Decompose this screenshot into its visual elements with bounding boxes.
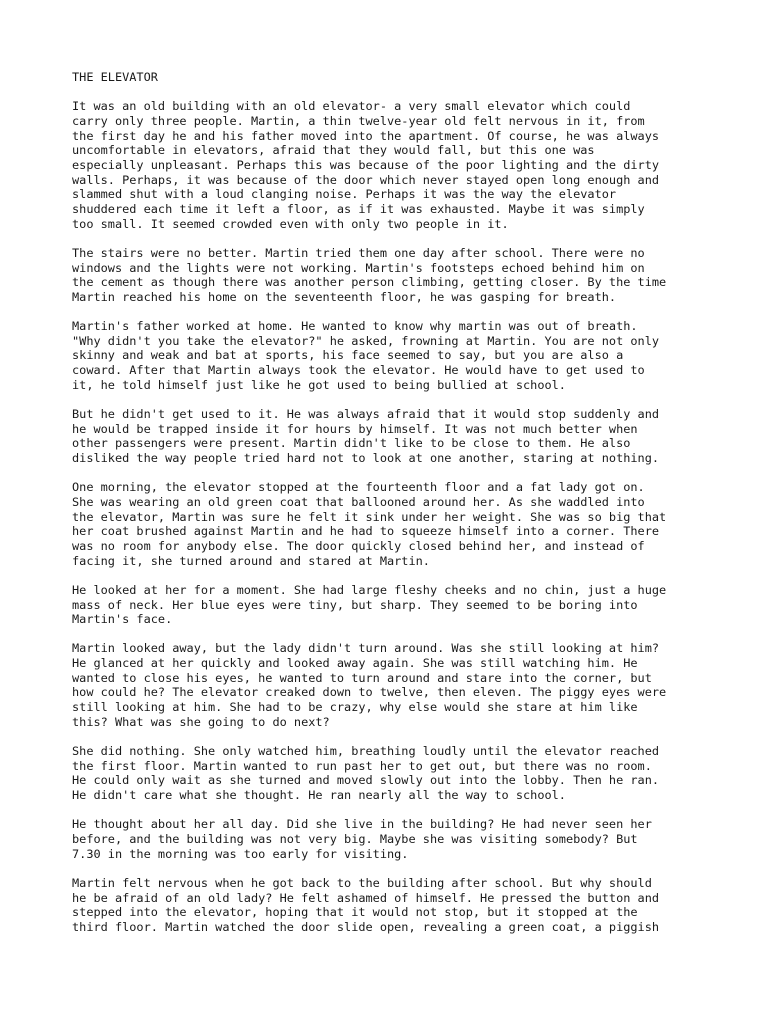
document-title: THE ELEVATOR bbox=[72, 70, 158, 84]
paragraph-10: Martin felt nervous when he got back to the building after school. But why should he be afraid of an old lady? He felt ashamed of himself. He pressed the button and stepped into the elevator, hoping that it would not stop, but it stopped at the third floor. Martin watched the door slide open, revealing a green coat, a piggish bbox=[72, 875, 660, 934]
paragraph-4: But he didn't get used to it. He was always afraid that it would stop suddenly and he would be trapped inside it for hours by himself. It was not much better when other passengers were present. Martin didn't like to be close to them. He also disliked the way people tried hard not to look at one another, staring at nothing. bbox=[72, 407, 660, 465]
paragraph-7: Martin looked away, but the lady didn't turn around. Was she still looking at him? He glanced at her quickly and looked away again. She was still watching him. He wanted to close his eyes, he wanted to turn around and stare into the corner, but how could he? The elevator creaked down to twelve, then eleven. The piggy eyes were still looking at him. She had to be crazy, why else would she stare at him like this? What was she going to do next? bbox=[72, 641, 667, 729]
paragraph-3: Martin's father worked at home. He wanted to know why martin was out of breath. "Why didn't you take the elevator?" he asked, frowning at Martin. You are not only skinny and weak and bat at sports, his face seemed to say, but you are also a coward. After that Martin always took the elevator. He would have to get used to it, he told himself just like he got used to being bullied at school. bbox=[72, 319, 660, 392]
paragraph-2: The stairs were no better. Martin tried them one day after school. There were no windows and the lights were not working. Martin's footsteps echoed behind him on the cement as though there was another person climbing, getting closer. By the time Martin reached his home on the seventeenth floor, he was gasping for breath. bbox=[72, 245, 667, 304]
paragraph-8: She did nothing. She only watched him, breathing loudly until the elevator reached the first floor. Martin wanted to run past her to get out, but there was no room. He could only wait as she turned and moved slowly out into the lobby. Then he ran. He didn't care what she thought. He ran nearly all the way to school. bbox=[72, 744, 660, 803]
paragraph-5: One morning, the elevator stopped at the fourteenth floor and a fat lady got on. She was wearing an old green coat that ballooned around her. As she waddled into the elevator, Martin was sure he felt it sink under her weight. She was so big that her coat brushed against Martin and he had to squeeze himself into a corner. There was no room for anybody else. The door quickly closed behind her, and instead of facing it, she turned around and stared at Martin. bbox=[72, 480, 667, 568]
paragraph-9: He thought about her all day. Did she live in the building? He had never seen her before, and the building was not very big. Maybe she was visiting somebody? But 7.30 in the morning was too early for visiting. bbox=[72, 817, 652, 861]
paragraph-6: He looked at her for a moment. She had large fleshy cheeks and no chin, just a huge mass of neck. Her blue eyes were tiny, but sharp. They seemed to be boring into Martin's face. bbox=[72, 582, 667, 627]
paragraph-1: It was an old building with an old elevator- a very small elevator which could carry only three people. Martin, a thin twelve-year old felt nervous in it, from the first day he and his father moved into the apartment. Of course, he was always uncomfortable in elevators, afraid that they would fall, but this one was especially unpleasant. Perhaps this was because of the poor lighting and the dirty walls. Perhaps, it was because of the door which never stayed open long enough and slammed shut with a loud clanging noise. Perhaps it was the way the elevator shuddered each time it left a floor, as if it was exhausted. Maybe it was simply too small. It seemed crowded even with only two people in it. bbox=[72, 99, 660, 231]
